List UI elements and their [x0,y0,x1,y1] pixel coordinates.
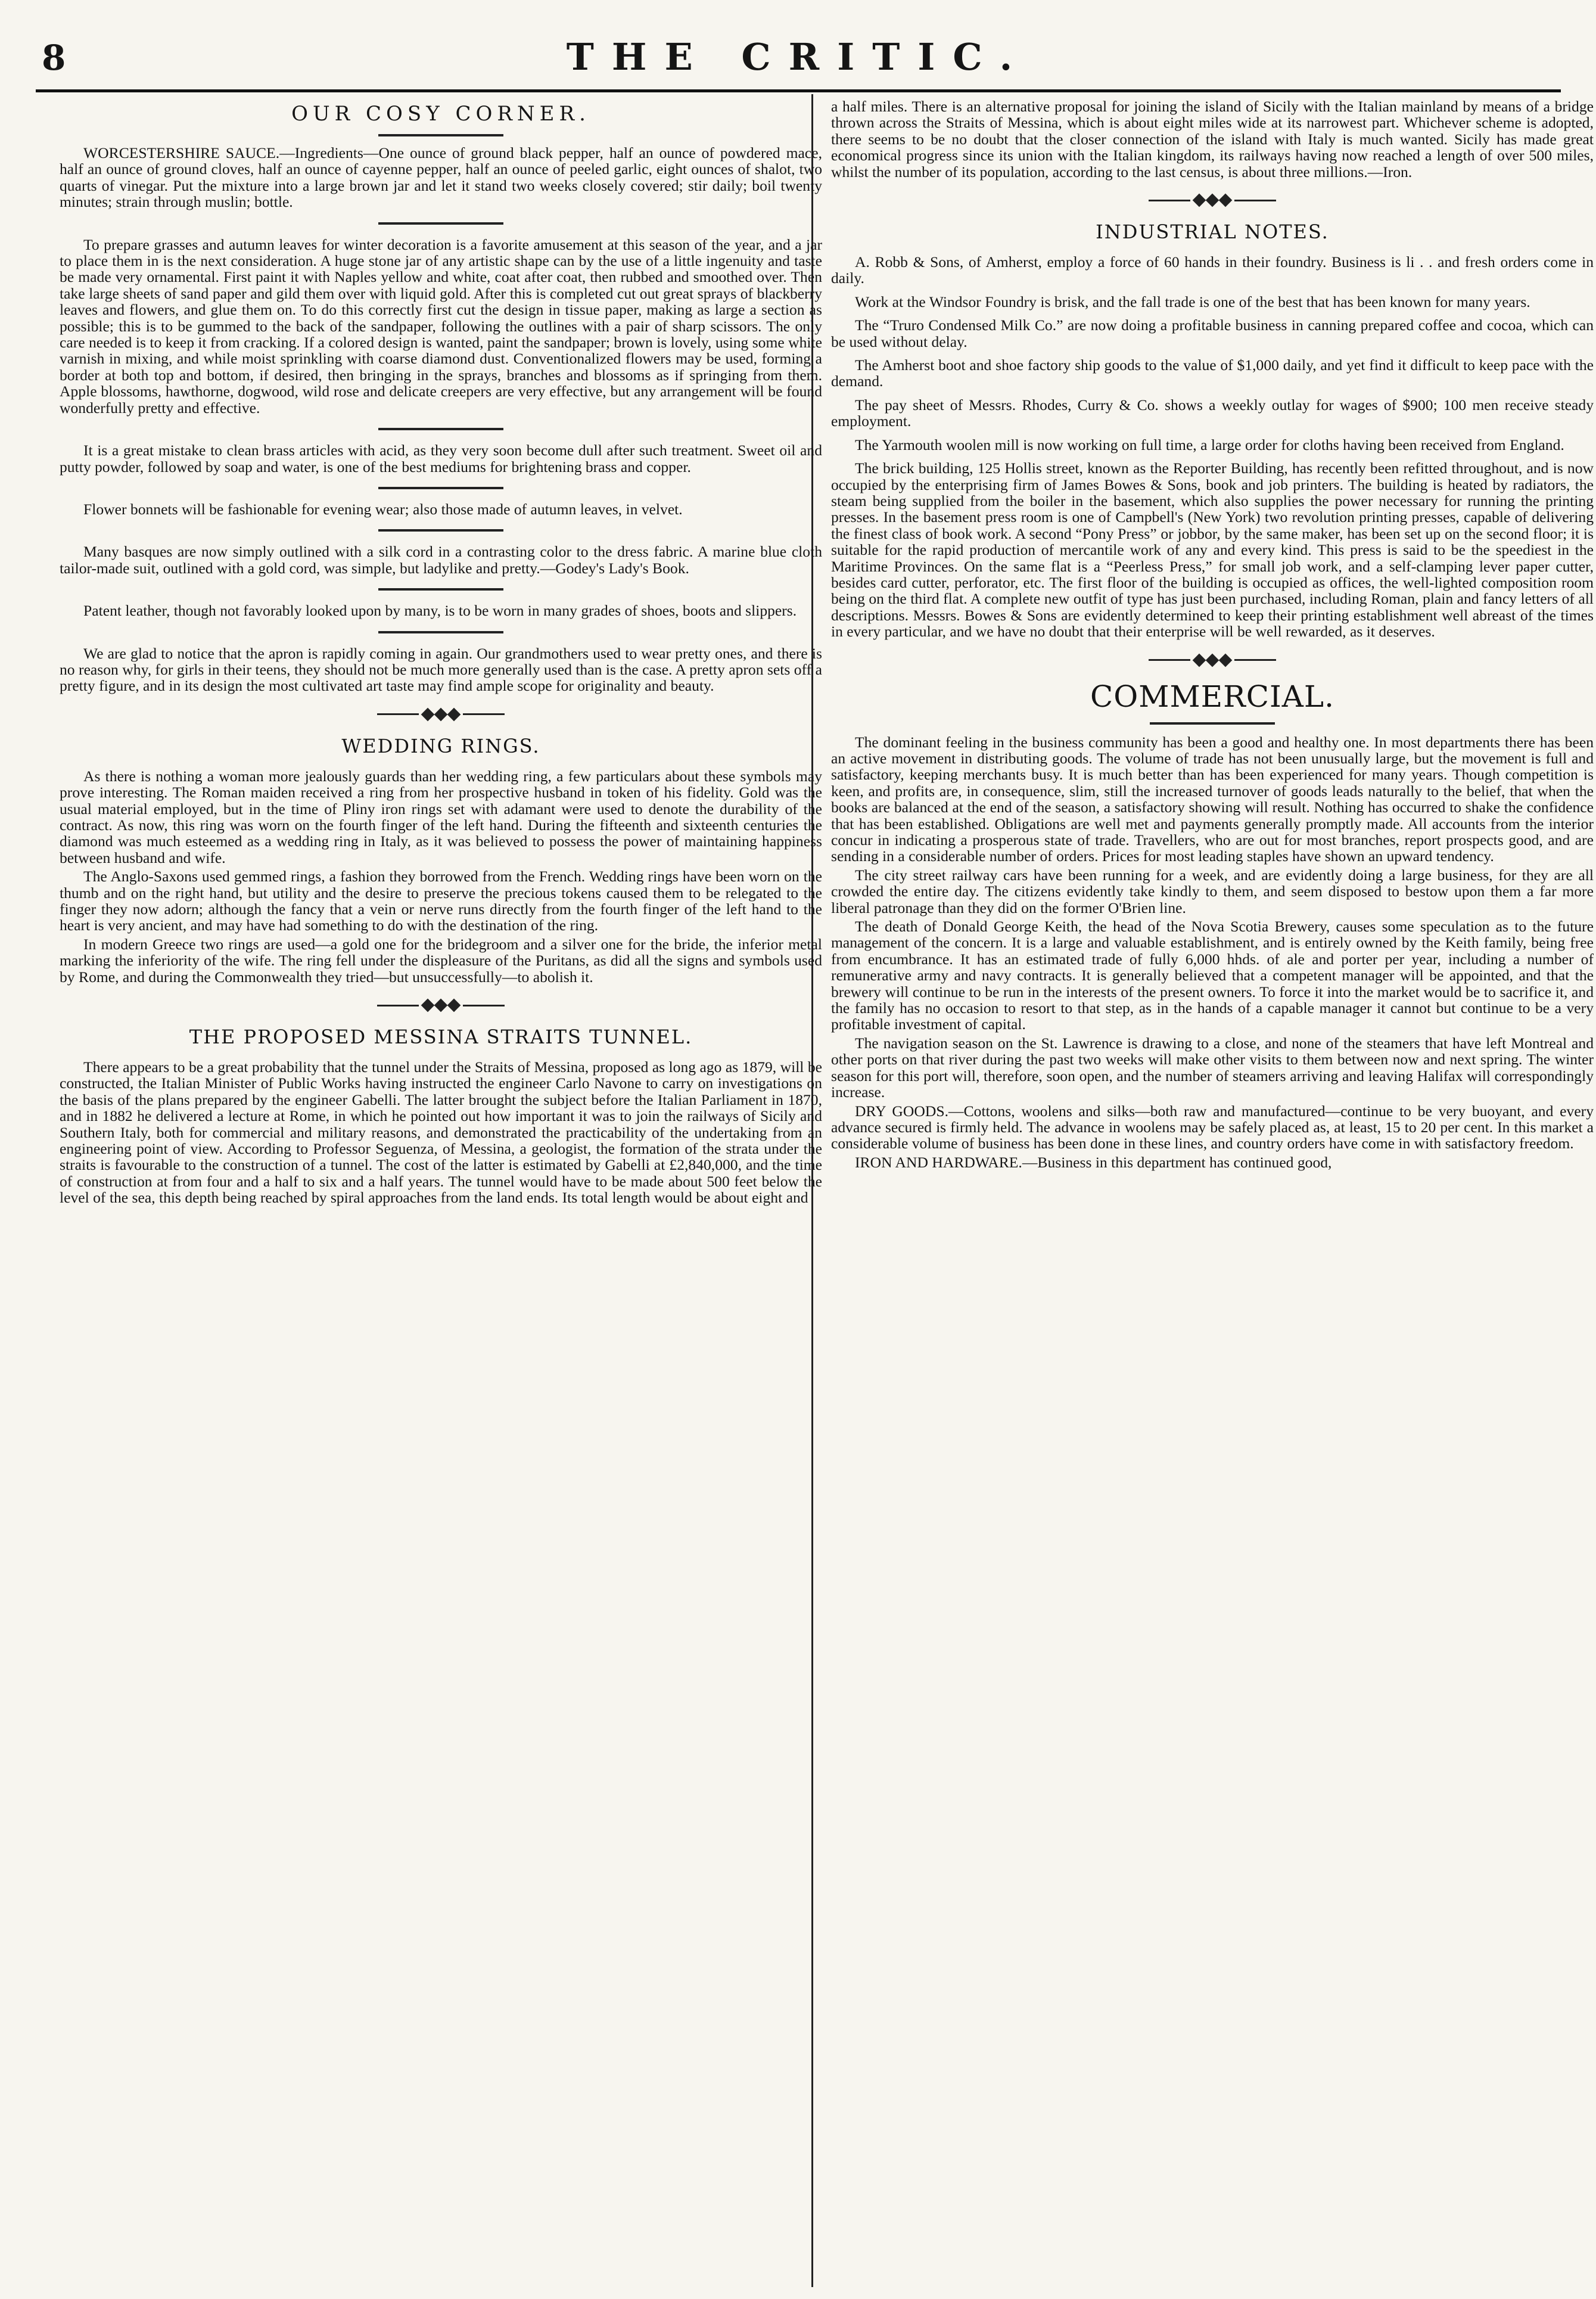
industrial-notes-title: INDUSTRIAL NOTES. [1096,220,1329,244]
rings-paragraph: In modern Greece two rings are used—a gold one for the bridegroom and a silver one for the bride, the inferior metal marking the inferiority of the wife. The ring fell under the displeasure of the Puritans, as did all the signs and symbols used by Rome, and during the Commonwealth they tried—but unsuccessfully—to abolish it. [60,935,822,986]
industrial-note: The pay sheet of Messrs. Rhodes, Curry & Co. shows a weekly outlay for wages of $900; 100 men receive steady employment. [831,396,1594,430]
cosy-item: We are glad to notice that the apron is rapidly coming in again. Our grandmothers used to wear pretty ones, and there is no reason why, for girls in their teens, they should not be much more generally used than is the case. A pretty apron sets off a pretty figure, and in its design the most cultivated art taste may find ample scope for originality and beauty. [60,644,822,695]
commercial-paragraph: The death of Donald George Keith, the head of the Nova Scotia Brewery, causes some speculation as to the future management of the concern. It is a large and valuable establishment, and is entirely owned by the Keith family, being free from encumbrance. It has an estimated trade of fully 6,000 hhds. of ale and porter per year, including a number of remunerative army and navy contracts. It is generally believed that a competent manager will be appointed, and that the brewery will continue to be run in the interests of the present owners. To force it into the market would be to sacrifice it, and the family has no occasion to resort to that step, as in the hands of a capable manager it cannot but continue to be a very profitable investment of capital. [831,918,1594,1033]
item-rule [378,631,503,633]
commercial-paragraph: IRON AND HARDWARE.—Business in this department has continued good, [855,1153,1332,1171]
masthead-title: THE CRITIC. [566,35,1031,79]
industrial-note: A. Robb & Sons, of Amherst, employ a force of 60 hands in their foundry. Business is li . . and fresh orders come in daily. [831,253,1594,287]
tunnel-paragraph: There appears to be a great probability that the tunnel under the Straits of Messina, proposed as long ago as 1879, will be constructed, the Italian Minister of Public Works having instructed the engineer Carlo Navone to carry on investigations on the basis of the plans prepared by the engineer Gabelli. The latter brought the subject before the Italian Parliament in 1870, and in 1882 he delivered a lecture at Rome, in which he pointed out how important it was to join the railways of Sicily and Southern Italy, both for commercial and military reasons, and demonstrated the practicability of the undertaking from an engineering point of view. According to Professor Seguenza, of Messina, a geologist, the formation of the strata under the straits is favourable to the construction of a tunnel. The cost of the latter is estimated by Gabelli at £2,840,000, and the time of construction at from four and a half to six and a half years. The tunnel would have to be made about 500 feet below the level of the sea, this depth being reached by spiral approaches from the land ends. Its total length would be about eight and [60,1058,822,1207]
item-rule [378,588,503,591]
commercial-paragraph: The navigation season on the St. Lawrence is drawing to a close, and none of the steamers that have left Montreal and other ports on that river during the past two weeks will make other visits to them between now and next spring. The winter season for this port will, therefore, soon open, and the number of steamers arriving and leaving Halifax will correspondingly increase. [831,1034,1594,1101]
item-rule [378,487,503,489]
ornament-divider [60,996,822,1014]
section-rule [378,134,503,136]
messina-tunnel-title: THE PROPOSED MESSINA STRAITS TUNNEL. [189,1026,693,1049]
item-rule [378,428,503,430]
left-column [60,98,822,1206]
ornament-divider [60,705,822,723]
page-header [36,33,1561,86]
right-column [831,98,1594,1170]
commercial-paragraph: The dominant feeling in the business community has been a good and healthy one. In most departments there has been an active movement in distributing goods. The volume of trade has not been unusually large, but the movement is full and satisfactory, keeping merchants busy. It is much better than has been experienced for many years. Though competition is keen, and profits are, in consequence, slim, still the increased turnover of goods leads naturally to the belief, that when the books are balanced at the end of the season, a satisfactory showing will result. Nothing has occurred to shake the confidence that has been established. Obligations are well met and payments generally promptly made. All accounts from the interior concur in indicating a prosperous state of trade. Travellers, who are out for most branches, report prospects good, and are sending in a considerable number of orders. Prices for most leading staples have shown an upward tendency. [831,733,1594,865]
industrial-note: Work at the Windsor Foundry is brisk, and the fall trade is one of the best that has been known for many years. [855,293,1530,310]
commercial-title: COMMERCIAL. [1090,679,1334,714]
cosy-item: It is a great mistake to clean brass articles with acid, as they very soon become dull after such treatment. Sweet oil and putty powder, followed by soap and water, is one of the best mediums for brightening brass and copper. [60,442,822,476]
header-rule [36,89,1561,92]
industrial-note: The “Truro Condensed Milk Co.” are now doing a profitable business in canning prepared coffee and cocoa, which can be used without delay. [831,316,1594,350]
section-rule [1150,722,1275,725]
cosy-item: Many basques are now simply outlined with a silk cord in a contrasting color to the dress fabric. A marine blue cloth tailor-made suit, outlined with a gold cord, was simple, but ladylike and pretty.—Godey's Lady's Book. [60,543,822,577]
ornament-divider [831,651,1594,669]
ornament-divider [831,191,1594,209]
cosy-corner-title: OUR COSY CORNER. [291,102,590,126]
item-rule [378,529,503,532]
item-rule [378,222,503,225]
rings-paragraph: As there is nothing a woman more jealously guards than her wedding ring, a few particulars about these symbols may prove interesting. The Roman maiden received a ring from her prospective husband in token of his fidelity. Gold was the usual material employed, but in the time of Pliny iron rings set with adamant were used to denote the durability of the contract. As now, this ring was worn on the fourth finger of the left hand. During the fifteenth and sixteenth centuries the diamond was much esteemed as a wedding ring in Italy, as it was believed to possess the power of maintaining happiness between husband and wife. [60,767,822,866]
commercial-paragraph: The city street railway cars have been running for a week, and are evidently doing a large business, for they are all crowded the entire day. The citizens evidently take kindly to them, and seem disposed to bestow upon them a far more liberal patronage than they did on the former O'Brien line. [831,866,1594,917]
tunnel-continued-paragraph: a half miles. There is an alternative proposal for joining the island of Sicily with the Italian mainland by means of a bridge thrown across the Straits of Messina, which is about eight miles wide at its narrowest part. Whichever scheme is adopted, there seems to be no doubt that the closer connection of the island with Italy is much wanted. Sicily has made great economical progress since its union with the Italian kingdom, its railways having now reached a length of over 500 miles, whilst the number of its population, according to the last census, is about three millions.—Iron. [831,98,1594,181]
industrial-note: The brick building, 125 Hollis street, known as the Reporter Building, has recently been refitted throughout, and is now occupied by the enterprising firm of James Bowes & Sons, book and job printers. The building is heated by radiators, the steam being supplied from the boiler in the basement, which also supplies the power necessary for running the printing presses. In the basement press room is one of Campbell's (New York) two revolution printing presses, capable of delivering the finest class of book work. A second “Pony Press” or jobbor, by the same maker, has been set up on the second floor; it is suitable for the rapid production of mercantile work of any and every kind. This press is said to be the speediest in the Maritime Provinces. On the same flat is a “Peerless Press,” for small job work, and a self-clamping lever paper cutter, besides card cutter, perforator, etc. The first floor of the building is occupied as offices, the well-lighted composition room being on the third flat. A complete new outfit of type has just been purchased, including Roman, plain and fancy letters of all descriptions. Messrs. Bowes & Sons are evidently determined to keep their printing establishment well abreast of the times in every particular, and we have no doubt that their enterprise will be well rewarded, as it deserves. [831,459,1594,641]
wedding-rings-title: WEDDING RINGS. [341,734,540,757]
rings-paragraph: The Anglo-Saxons used gemmed rings, a fashion they borrowed from the French. Wedding rings have been worn on the thumb and on the right hand, but utility and the desire to preserve the precious tokens caused them to be relegated to the finger they now adorn; although the fancy that a vein or nerve runs directly from the fourth finger of the left hand to the heart is very ancient, and may have had something to do with the destination of the ring. [60,868,822,934]
cosy-item: Patent leather, though not favorably looked upon by many, is to be worn in many grades of shoes, boots and slippers. [83,602,797,620]
cosy-item: Flower bonnets will be fashionable for evening wear; also those made of autumn leaves, in velvet. [83,500,683,518]
page-number: 8 [42,38,66,78]
commercial-paragraph: DRY GOODS.—Cottons, woolens and silks—both raw and manufactured—continue to be very buoyant, and every advance secured is firmly held. The advance in woolens may be safely placed as, at least, 15 to 20 per cent. In this market a considerable volume of business has been done in these lines, and country orders have come in with satisfactory freedom. [831,1102,1594,1152]
industrial-note: The Yarmouth woolen mill is now working on full time, a large order for cloths having been received from England. [855,436,1564,453]
industrial-note: The Amherst boot and shoe factory ship goods to the value of $1,000 daily, and yet find it difficult to keep pace with the demand. [831,356,1594,390]
cosy-item: WORCESTERSHIRE SAUCE.—Ingredients—One ounce of ground black pepper, half an ounce of powdered mace, half an ounce of ground cloves, half an ounce of cayenne pepper, half an ounce of peeled garlic, eight ounces of shalot, two quarts of vinegar. Put the mixture into a large brown jar and let it stand two weeks closely covered; stir daily; boil twenty minutes; strain through muslin; bottle. [60,144,822,211]
cosy-item: To prepare grasses and autumn leaves for winter decoration is a favorite amusement at this season of the year, and a jar to place them in is the next consideration. A huge stone jar of any artistic shape can by the use of a little ingenuity and taste be made very ornamental. First paint it with Naples yellow and white, coat after coat, then rubbed and smoothed over. Then take large sheets of sand paper and gild them over with liquid gold. After this is completed cut out great sprays of blackberry leaves and flowers, and glue them on. To do this correctly first cut the design in tissue paper, making as large a section as possible; this is to be gummed to the back of the sandpaper, following the outlines with a pair of sharp scissors. The only care needed is to keep it from cracking. If a colored design is wanted, paint the sandpaper; brown is lovely, using some white varnish in mixing, and while moist sprinkling with coarse diamond dust. Conventionalized flowers may be used, forming a border at both top and bottom, if desired, then bringing in the sprays, branches and blossoms as if springing from them. Apple blossoms, hawthorne, dogwood, wild rose and delicate creepers are very effective, but any arrangement will be found wonderfully pretty and effective. [60,235,822,417]
